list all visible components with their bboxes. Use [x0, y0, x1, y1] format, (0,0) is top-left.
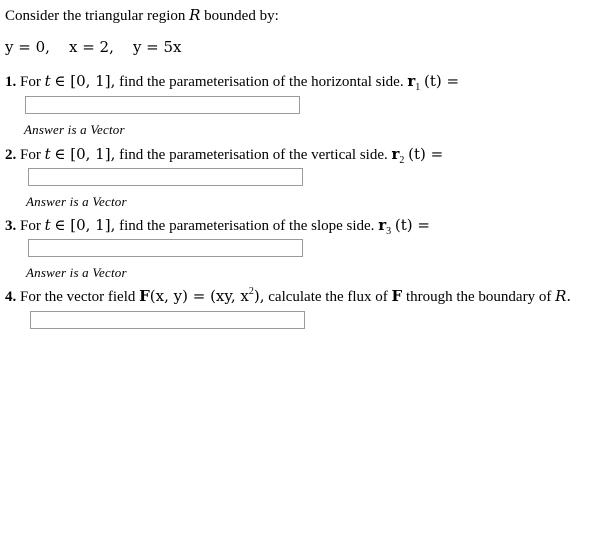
question-1 — [5, 72, 459, 91]
answer-argument: (t) = — [394, 216, 430, 234]
question-text: calculate the flux of — [268, 289, 388, 305]
region-symbol: R. — [555, 287, 572, 305]
vector-field-symbol: F — [139, 287, 150, 305]
bounds-line — [5, 38, 182, 56]
question-number: 4. — [5, 289, 17, 305]
question-4 — [5, 287, 571, 306]
param-interval: ∈ [0, 1], — [54, 145, 116, 163]
answer-1-hint: Answer is a Vector — [24, 122, 125, 137]
answer-1-input[interactable] — [25, 96, 300, 114]
question-text: through the boundary of — [405, 289, 552, 305]
question-text: find the parameterisation of the vertical side. — [119, 147, 388, 163]
question-prefix: For — [20, 147, 41, 163]
answer-subscript: 2 — [399, 155, 405, 166]
question-number: 3. — [5, 218, 17, 234]
answer-4-input[interactable] — [30, 311, 305, 329]
answer-argument: (t) = — [408, 145, 444, 163]
region-symbol: R — [189, 6, 201, 24]
param-variable: t — [44, 145, 51, 163]
intro-text: Consider the triangular region — [5, 8, 186, 24]
answer-subscript: 3 — [386, 226, 392, 237]
param-interval: ∈ [0, 1], — [54, 72, 116, 90]
question-number: 2. — [5, 147, 17, 163]
question-3 — [5, 216, 430, 235]
vector-field-symbol: F — [391, 287, 403, 305]
answer-argument: (t) = — [424, 72, 460, 90]
param-variable: t — [44, 72, 51, 90]
bound-2: x = 2, — [68, 38, 114, 56]
answer-subscript: 1 — [415, 82, 421, 93]
bound-3: y = 5x — [132, 38, 182, 56]
question-prefix: For the vector field — [20, 289, 136, 305]
question-prefix: For — [20, 74, 41, 90]
answer-symbol: r — [378, 216, 387, 234]
answer-3-hint: Answer is a Vector — [26, 265, 127, 280]
vector-field-args: (x, y) = (xy, x — [149, 287, 249, 305]
question-prefix: For — [20, 218, 41, 234]
param-interval: ∈ [0, 1], — [54, 216, 116, 234]
answer-symbol: r — [391, 145, 400, 163]
answer-symbol: r — [407, 72, 416, 90]
vector-field-close: ), — [253, 287, 265, 305]
answer-2-hint: Answer is a Vector — [26, 194, 127, 209]
question-text: find the parameterisation of the horizontal side. — [119, 74, 404, 90]
question-text: find the parameterisation of the slope side. — [119, 218, 375, 234]
question-2 — [5, 145, 443, 164]
intro-bounded: bounded by: — [204, 8, 279, 24]
answer-3-input[interactable] — [28, 239, 303, 257]
intro-line — [5, 6, 279, 25]
question-number: 1. — [5, 74, 17, 90]
vector-field-exponent: 2 — [248, 286, 254, 297]
param-variable: t — [44, 216, 51, 234]
answer-2-input[interactable] — [28, 168, 303, 186]
bound-1: y = 0, — [5, 38, 50, 56]
